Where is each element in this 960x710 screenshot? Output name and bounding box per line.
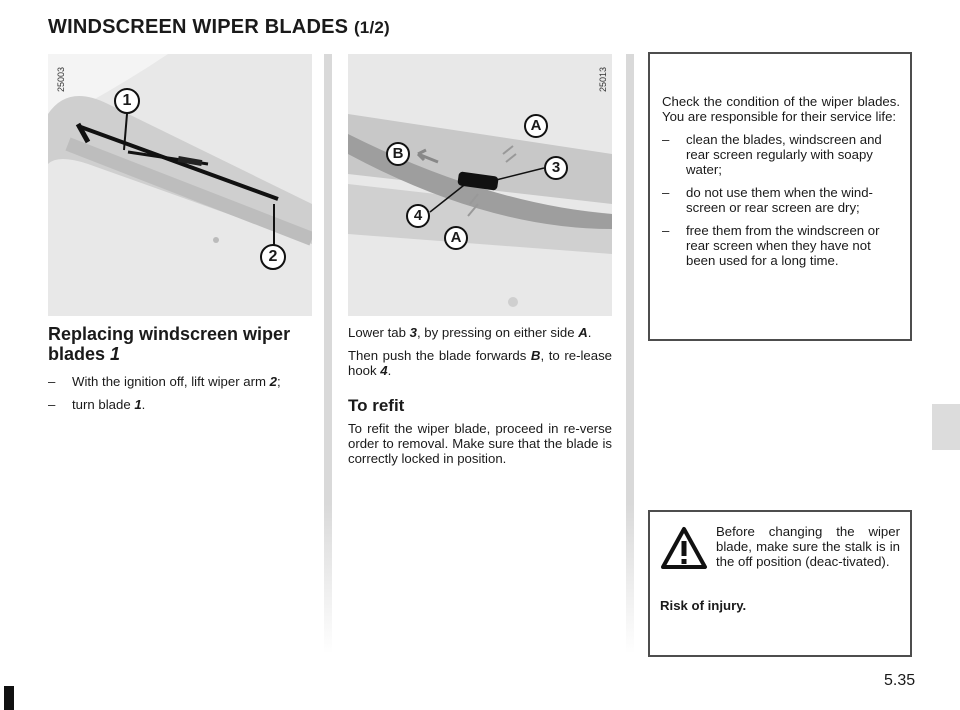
info-box (648, 52, 912, 341)
wiper-blade-illustration (348, 54, 612, 316)
wiper-blade-figure (348, 54, 612, 316)
page-title-text: WINDSCREEN WIPER BLADES (48, 16, 349, 38)
list-dash: – (48, 397, 56, 412)
callout-B: B (386, 142, 410, 166)
section-heading-refit: To refit (348, 396, 405, 415)
ref: 4 (380, 363, 388, 378)
paragraph-refit: To refit the wiper blade, proceed in re-verse order to removal. Make sure that the blade is correctly locked in position. (348, 421, 612, 466)
callout-4: 4 (406, 204, 430, 228)
text: , to re-lease hook (348, 348, 612, 378)
list-item (662, 223, 900, 268)
list-dash: – (662, 223, 670, 238)
text: . (587, 325, 592, 340)
warning-text: Before changing the wiper blade, make sure the stalk is in the off position (deac-tivated). (716, 524, 900, 569)
section-heading-text: Replacing windscreen wiper blades (48, 324, 291, 364)
warning-risk: Risk of injury. (660, 598, 747, 613)
list-ref: 2 (269, 374, 277, 389)
section-heading-ref: 1 (110, 344, 121, 364)
callout-3: 3 (544, 156, 568, 180)
text: Then push the blade forwards (348, 348, 531, 363)
callout-1: 1 (114, 88, 140, 114)
list-dash: – (662, 132, 670, 147)
info-list (662, 132, 900, 268)
list-item (662, 185, 900, 215)
column-divider-1 (324, 54, 332, 654)
paragraph-push-blade (348, 348, 612, 378)
chapter-tab (932, 404, 960, 450)
callout-A-bottom: A (444, 226, 468, 250)
warning-box (648, 510, 912, 657)
list-text: clean the blades, windscreen and rear screen regularly with soapy water; (686, 132, 882, 177)
list-ref: 1 (134, 397, 142, 412)
text: Lower tab (348, 325, 410, 340)
list-dash: – (48, 374, 56, 389)
ref: B (530, 348, 541, 363)
ref: A (578, 325, 588, 340)
page-title (48, 16, 390, 39)
warning-icon (660, 526, 708, 570)
column-2 (348, 325, 612, 466)
figure-code-left: 25003 (56, 66, 66, 92)
list-item (48, 374, 310, 389)
list-item (662, 132, 900, 177)
column-1 (48, 324, 310, 420)
text: , by pressing on either side (416, 325, 579, 340)
text: . (387, 363, 392, 378)
paragraph-lower-tab (348, 325, 612, 340)
wiper-arm-figure (48, 54, 312, 316)
figure-code-right: 25013 (598, 66, 608, 92)
replacing-steps (48, 374, 310, 412)
list-text: do not use them when the wind-screen or rear screen are dry; (686, 185, 873, 215)
list-text: turn blade (72, 397, 135, 412)
list-text-end: ; (277, 374, 281, 389)
list-dash: – (662, 185, 670, 200)
page-number: 5.35 (884, 672, 916, 689)
list-item (48, 397, 310, 412)
callout-A-top: A (524, 114, 548, 138)
column-divider-2 (626, 54, 634, 654)
print-mark (4, 686, 14, 710)
list-text: With the ignition off, lift wiper arm (72, 374, 270, 389)
list-text-end: . (141, 397, 146, 412)
wiper-arm-illustration (48, 54, 312, 316)
section-heading-replacing (48, 324, 310, 364)
callout-2: 2 (260, 244, 286, 270)
page-title-suffix: (1/2) (353, 18, 390, 37)
info-intro: Check the condition of the wiper blades. You are responsible for their service life: (662, 94, 900, 124)
ref: 3 (409, 325, 417, 340)
list-text: free them from the windscreen or rear screen when they have not been used for a long time. (686, 223, 880, 268)
